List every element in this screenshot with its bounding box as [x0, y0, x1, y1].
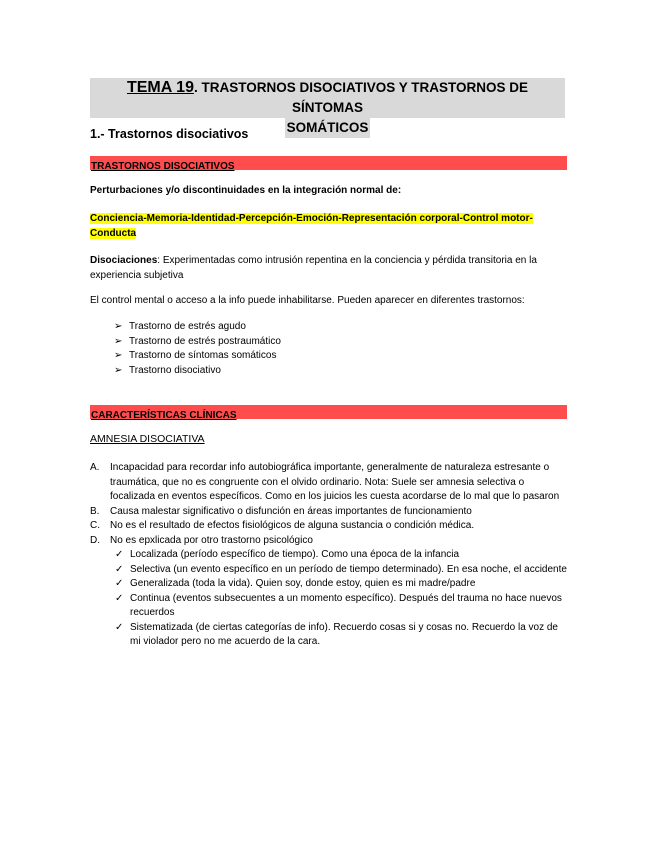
- criterion-marker: D.: [90, 534, 100, 546]
- disociaciones-label: Disociaciones: [90, 255, 158, 266]
- arrow-bullet-icon: ➢: [114, 350, 123, 361]
- list-item: [114, 349, 281, 364]
- tipo-text: Selectiva (un evento específico en un período de tiempo determinado). En esa noche, el accidente: [130, 563, 567, 575]
- tipo-text: Continua (eventos subsecuentes a un momento específico). Después del trauma no hace nuevos recuerdos: [130, 592, 562, 618]
- title-line-1: [90, 78, 565, 118]
- criterion-item: [90, 461, 568, 505]
- trastornos-list: [114, 320, 281, 378]
- band-trastornos-disociativos: [90, 156, 567, 170]
- highlight-block: [90, 212, 568, 241]
- list-item-text: Trastorno disociativo: [129, 364, 221, 376]
- tema-number: TEMA 19: [126, 79, 194, 96]
- section-heading-1: 1.- Trastornos disociativos: [90, 127, 249, 141]
- tipo-text: Generalizada (toda la vida). Quien soy, donde estoy, quien es mi madre/padre: [130, 578, 476, 589]
- list-item-text: Trastorno de estrés postraumático: [129, 335, 281, 347]
- tipo-item: [108, 621, 568, 650]
- band-label-2: CARACTERÍSTICAS CLÍNICAS: [91, 410, 237, 421]
- check-icon: ✓: [115, 621, 124, 633]
- tipo-text: Localizada (período específico de tiempo). Como una época de la infancia: [130, 549, 460, 560]
- criterion-item: [90, 519, 568, 534]
- disociaciones-text: : Experimentadas como intrusión repentina en la conciencia y pérdida transitoria en la experiencia subjetiva: [90, 255, 537, 281]
- tipo-item: [108, 577, 568, 592]
- tipos-list: [110, 548, 568, 650]
- list-item: [114, 364, 281, 379]
- criteria-list: [90, 461, 568, 650]
- tipo-item: [108, 592, 568, 621]
- criterion-text: No es el resultado de efectos fisiológicos de alguna sustancia o condición médica.: [110, 520, 475, 531]
- list-item: [114, 320, 281, 335]
- criterion-marker: A.: [90, 462, 100, 473]
- band-caracteristicas-clinicas: [90, 405, 567, 419]
- criterion-item: [90, 505, 568, 520]
- list-item: [114, 335, 281, 350]
- arrow-bullet-icon: ➢: [114, 364, 123, 376]
- tipo-text: Sistematizada (de ciertas categorías de info). Recuerdo cosas si y cosas no. Recuerdo la voz de mi violador pero no me acuerdo de la cara.: [130, 621, 558, 647]
- criterion-marker: C.: [90, 520, 100, 531]
- check-icon: ✓: [115, 549, 124, 560]
- perturbaciones-text: Perturbaciones y/o discontinuidades en la integración normal de:: [90, 185, 402, 196]
- list-item-text: Trastorno de síntomas somáticos: [129, 350, 277, 361]
- tipo-item: [108, 548, 568, 563]
- disociaciones-paragraph: [90, 254, 568, 283]
- criterion-text: No es epxlicada por otro trastorno psicológico: [110, 534, 313, 546]
- band-label-1: TRASTORNOS DISOCIATIVOS: [91, 161, 235, 172]
- tipo-item: [108, 563, 568, 578]
- arrow-bullet-icon: ➢: [114, 321, 123, 332]
- criterion-text: Causa malestar significativo o disfunción en áreas importantes de funcionamiento: [110, 505, 472, 517]
- title-line-2: SOMÁTICOS: [285, 118, 371, 138]
- check-icon: ✓: [115, 578, 124, 589]
- criterion-marker: B.: [90, 505, 100, 517]
- control-mental-text: El control mental o acceso a la info puede inhabilitarse. Pueden aparecer en diferentes trastornos:: [90, 295, 525, 306]
- arrow-bullet-icon: ➢: [114, 335, 123, 347]
- list-item-text: Trastorno de estrés agudo: [129, 321, 246, 332]
- amnesia-heading: AMNESIA DISOCIATIVA: [90, 433, 205, 445]
- check-icon: ✓: [115, 563, 124, 575]
- criterion-item: [90, 534, 568, 650]
- check-icon: ✓: [115, 592, 124, 604]
- highlight-line-1: Conciencia-Memoria-Identidad-Percepción-Emoción-Representación corporal-Control motor-: [90, 213, 533, 224]
- highlight-line-2: Conducta: [90, 227, 137, 239]
- criterion-text: Incapacidad para recordar info autobiográfica importante, generalmente de naturaleza estresante o traumática, que no es congruente con el olvido ordinario. Nota: Suele ser amnesia selectiva o focalizada en eventos específicos. Como en los juicios les cuesta acordarse de lo mal que lo pasaron: [110, 462, 560, 502]
- title-text-1: . TRASTORNOS DISOCIATIVOS Y TRASTORNOS DE SÍNTOMAS: [193, 80, 529, 115]
